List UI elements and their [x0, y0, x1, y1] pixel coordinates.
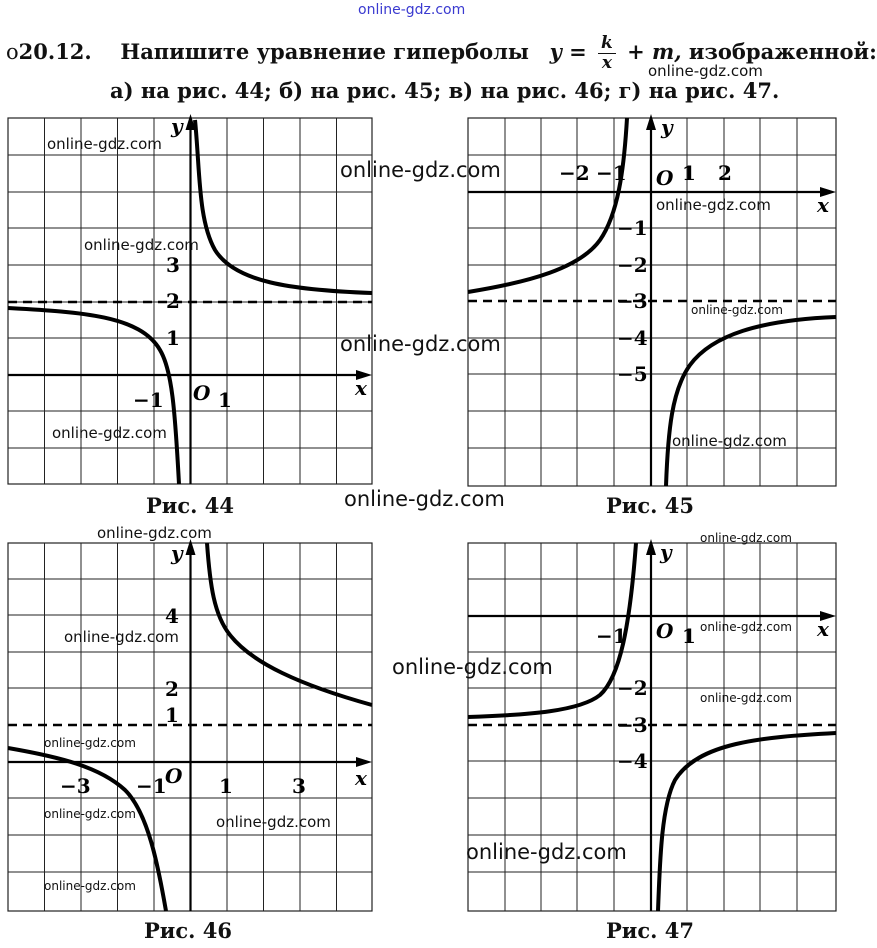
x-label-45-1: −2	[559, 161, 590, 185]
watermark: online-gdz.com	[700, 620, 792, 634]
caption-46: Рис. 46	[144, 918, 232, 943]
problem-parts: а) на рис. 44; б) на рис. 45; в) на рис. 46; г) на рис. 47.	[110, 78, 780, 103]
y-label-44-1: 3	[166, 253, 180, 277]
axis-x-name-46: x	[355, 766, 367, 790]
axis-y-name-45: y	[661, 115, 673, 139]
axis-y-name-44: y	[171, 114, 183, 138]
formula-numerator: k	[598, 34, 616, 54]
watermark: online-gdz.com	[64, 628, 179, 646]
watermark: online-gdz.com	[344, 487, 505, 511]
x-label-47-1: −1	[596, 624, 627, 648]
watermark: online-gdz.com	[44, 736, 136, 750]
y-label-45-3: −3	[617, 289, 648, 313]
origin-45: O	[656, 166, 674, 190]
watermark: online-gdz.com	[648, 62, 763, 80]
watermark-top: online-gdz.com	[358, 2, 466, 18]
watermark: online-gdz.com	[656, 196, 771, 214]
formula-rhs: + m,	[627, 39, 682, 64]
y-label-45-5: −5	[617, 362, 648, 386]
x-label-47-2: 1	[682, 624, 696, 648]
origin-47: O	[656, 619, 674, 643]
x-label-46-3: 1	[219, 774, 233, 798]
x-label-45-3: 1	[682, 161, 696, 185]
y-label-46-3: 1	[165, 703, 179, 727]
watermark: online-gdz.com	[700, 691, 792, 705]
x-label-45-2: −1	[596, 161, 627, 185]
watermark: online-gdz.com	[52, 424, 167, 442]
x-label-44-2: 1	[218, 388, 232, 412]
formula-fraction	[598, 34, 616, 73]
watermark: online-gdz.com	[392, 655, 553, 679]
watermark: online-gdz.com	[84, 236, 199, 254]
watermark: online-gdz.com	[44, 879, 136, 893]
origin-44: O	[193, 381, 211, 405]
x-label-46-2: −1	[136, 774, 167, 798]
y-label-46-1: 4	[165, 604, 179, 628]
y-label-45-4: −4	[617, 326, 648, 350]
axis-y-name-47: y	[660, 540, 672, 564]
caption-45: Рис. 45	[606, 493, 694, 518]
watermark: online-gdz.com	[466, 840, 627, 864]
problem-number: 20.12.	[18, 39, 92, 64]
y-label-44-2: 2	[166, 289, 180, 313]
formula-denominator: x	[601, 53, 612, 73]
watermark: online-gdz.com	[672, 432, 787, 450]
y-label-47-2: −3	[617, 713, 648, 737]
axis-x-name-47: x	[817, 617, 829, 641]
watermark: online-gdz.com	[691, 303, 783, 317]
axis-x-name-45: x	[817, 193, 829, 217]
formula-lhs: y =	[549, 39, 587, 64]
figure-46	[0, 535, 380, 920]
origin-46: O	[165, 764, 183, 788]
watermark: online-gdz.com	[340, 332, 501, 356]
caption-47: Рис. 47	[606, 918, 694, 943]
watermark: online-gdz.com	[216, 813, 331, 831]
watermark: online-gdz.com	[700, 531, 792, 545]
watermark: online-gdz.com	[47, 135, 162, 153]
y-label-46-2: 2	[165, 677, 179, 701]
axis-y-name-46: y	[171, 541, 183, 565]
x-label-44-1: −1	[133, 388, 164, 412]
y-label-45-2: −2	[617, 253, 648, 277]
problem-text: Напишите уравнение гиперболы	[120, 39, 529, 64]
axis-x-name-44: x	[355, 376, 367, 400]
x-label-45-4: 2	[718, 161, 732, 185]
y-label-47-3: −4	[617, 749, 648, 773]
watermark: online-gdz.com	[340, 158, 501, 182]
watermark: online-gdz.com	[97, 524, 212, 542]
watermark: online-gdz.com	[44, 807, 136, 821]
y-label-45-1: −1	[617, 216, 648, 240]
x-label-46-4: 3	[292, 774, 306, 798]
problem-text-after: изображенной:	[688, 39, 877, 64]
y-label-44-3: 1	[166, 326, 180, 350]
problem-marker: o	[6, 40, 19, 64]
caption-44: Рис. 44	[146, 493, 234, 518]
x-label-46-1: −3	[60, 774, 91, 798]
y-label-47-1: −2	[617, 676, 648, 700]
